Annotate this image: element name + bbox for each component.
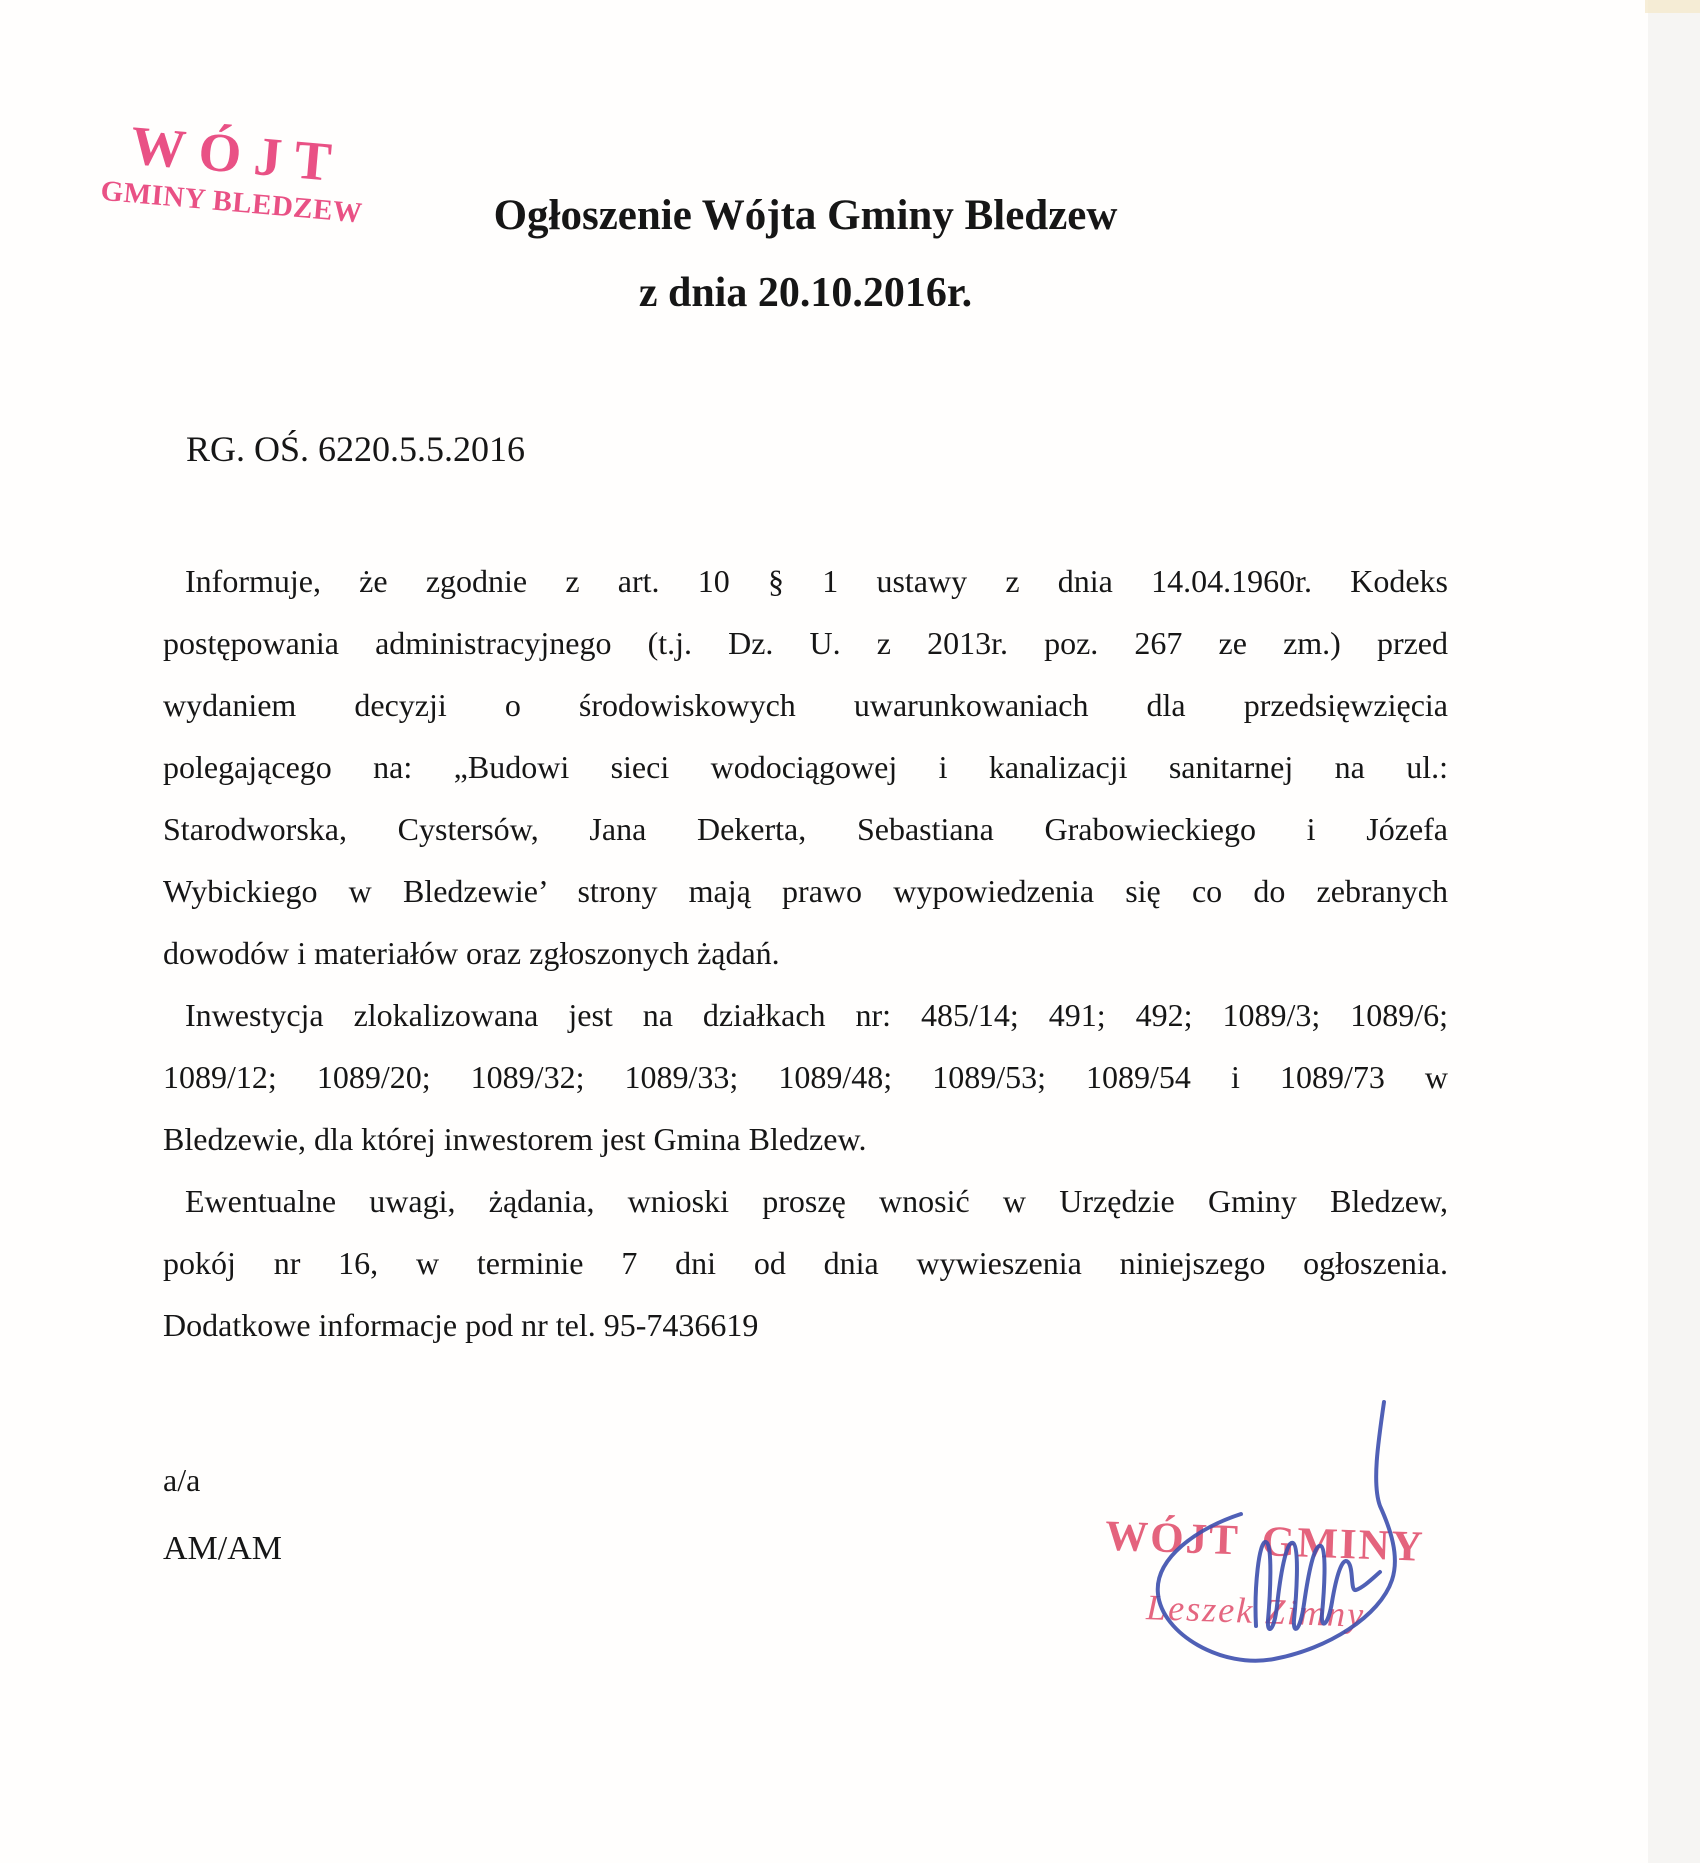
document-title — [163, 190, 1448, 317]
body-line: Bledzewie, dla której inwestorem jest Gmina Bledzew. — [163, 1121, 867, 1157]
body-line: 1089/12; 1089/20; 1089/32; 1089/33; 1089/48; 1089/53; 1089/54 i 1089/73 w — [163, 1059, 1448, 1095]
case-reference-number: RG. OŚ. 6220.5.5.2016 — [186, 429, 526, 469]
document-body — [163, 550, 1448, 1356]
stamp-mayor-title: WÓJT GMINY — [1104, 1512, 1426, 1571]
document-title-date: z dnia 20.10.2016r. — [638, 270, 973, 316]
body-line: wydaniem decyzji o środowiskowych uwarunkowaniach dla przedsięwzięcia — [163, 687, 1448, 723]
body-line: Informuje, że zgodnie z art. 10 § 1 ustawy z dnia 14.04.1960r. Kodeks — [185, 563, 1448, 599]
archive-copy-note: a/a — [163, 1462, 201, 1498]
body-line: Dodatkowe informacje pod nr tel. 95-7436619 — [163, 1307, 759, 1343]
document-title-line1: Ogłoszenie Wójta Gminy Bledzew — [493, 192, 1118, 239]
body-line: Ewentualne uwagi, żądania, wnioski proszę wnosić w Urzędzie Gminy Bledzew, — [185, 1183, 1448, 1219]
scan-corner-artifact — [1645, 0, 1700, 13]
body-line: pokój nr 16, w terminie 7 dni od dnia wywieszenia niniejszego ogłoszenia. — [163, 1245, 1448, 1281]
body-line: postępowania administracyjnego (t.j. Dz. U. z 2013r. poz. 267 ze zm.) przed — [163, 625, 1448, 661]
body-line: Starodworska, Cystersów, Jana Dekerta, Sebastiana Grabowieckiego i Józefa — [163, 811, 1448, 847]
body-line: Wybickiego w Bledzewie’ strony mają prawo wypowiedzenia się co do zebranych — [163, 873, 1448, 909]
stamp-municipality-name: GMINY BLEDZEW — [99, 174, 364, 230]
clerk-initials: AM/AM — [163, 1530, 283, 1567]
stamp-mayor-name: Leszek Zimny — [1145, 1587, 1366, 1635]
scan-edge-shadow — [1648, 0, 1700, 1863]
body-line: polegającego na: „Budowi sieci wodociągowej i kanalizacji sanitarnej na ul.: — [163, 749, 1448, 785]
stamp-office-title: WÓJT — [128, 114, 347, 194]
handwritten-signature-icon — [1128, 1388, 1428, 1688]
body-line: dowodów i materiałów oraz zgłoszonych żądań. — [163, 935, 780, 971]
body-line: Inwestycja zlokalizowana jest na działkach nr: 485/14; 491; 492; 1089/3; 1089/6; — [185, 997, 1448, 1033]
